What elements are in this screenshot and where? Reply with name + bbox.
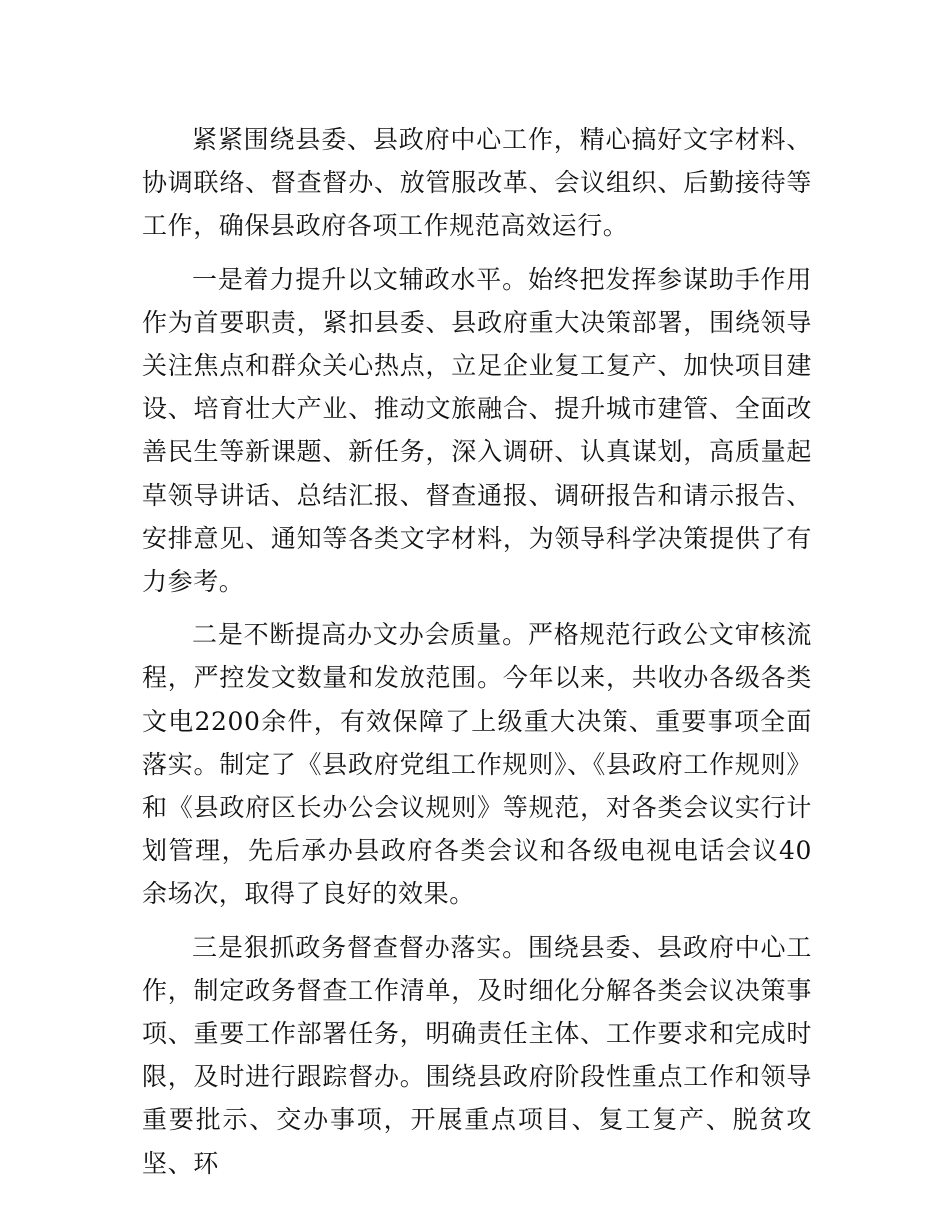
- paragraph-point-one: 一是着力提升以文辅政水平。始终把发挥参谋助手作用作为首要职责，紧扣县委、县政府重大决策部署，围绕领导关注焦点和群众关心热点，立足企业复工复产、加快项目建设、培育壮大产业、推动文旅融合、提升城市建管、全面改善民生等新课题、新任务，深入调研、认真谋划，高质量起草领导讲话、总结汇报、督查通报、调研报告和请示报告、安排意见、通知等各类文字材料，为领导科学决策提供了有力参考。: [142, 264, 812, 597]
- paragraph-point-three: 三是狠抓政务督查督办落实。围绕县委、县政府中心工作，制定政务督查工作清单，及时细化分解各类会议决策事项、重要工作部署任务，明确责任主体、工作要求和完成时限，及时进行跟踪督办。围绕县政府阶段性重点工作和领导重要批示、交办事项，开展重点项目、复工复产、脱贫攻坚、环: [142, 932, 812, 1178]
- paragraph-intro: 紧紧围绕县委、县政府中心工作，精心搞好文字材料、协调联络、督查督办、放管服改革、会议组织、后勤接待等工作，确保县政府各项工作规范高效运行。: [142, 125, 812, 241]
- paragraph-point-two: 二是不断提高办文办会质量。严格规范行政公文审核流程，严控发文数量和发放范围。今年以来，共收办各级各类文电2200余件，有效保障了上级重大决策、重要事项全面落实。制定了《县政府党组工作规则》、《县政府工作规则》和《县政府区长办公会议规则》等规范，对各类会议实行计划管理，先后承办县政府各类会议和各级电视电话会议40余场次，取得了良好的效果。: [142, 620, 812, 909]
- document-body: [142, 118, 812, 1195]
